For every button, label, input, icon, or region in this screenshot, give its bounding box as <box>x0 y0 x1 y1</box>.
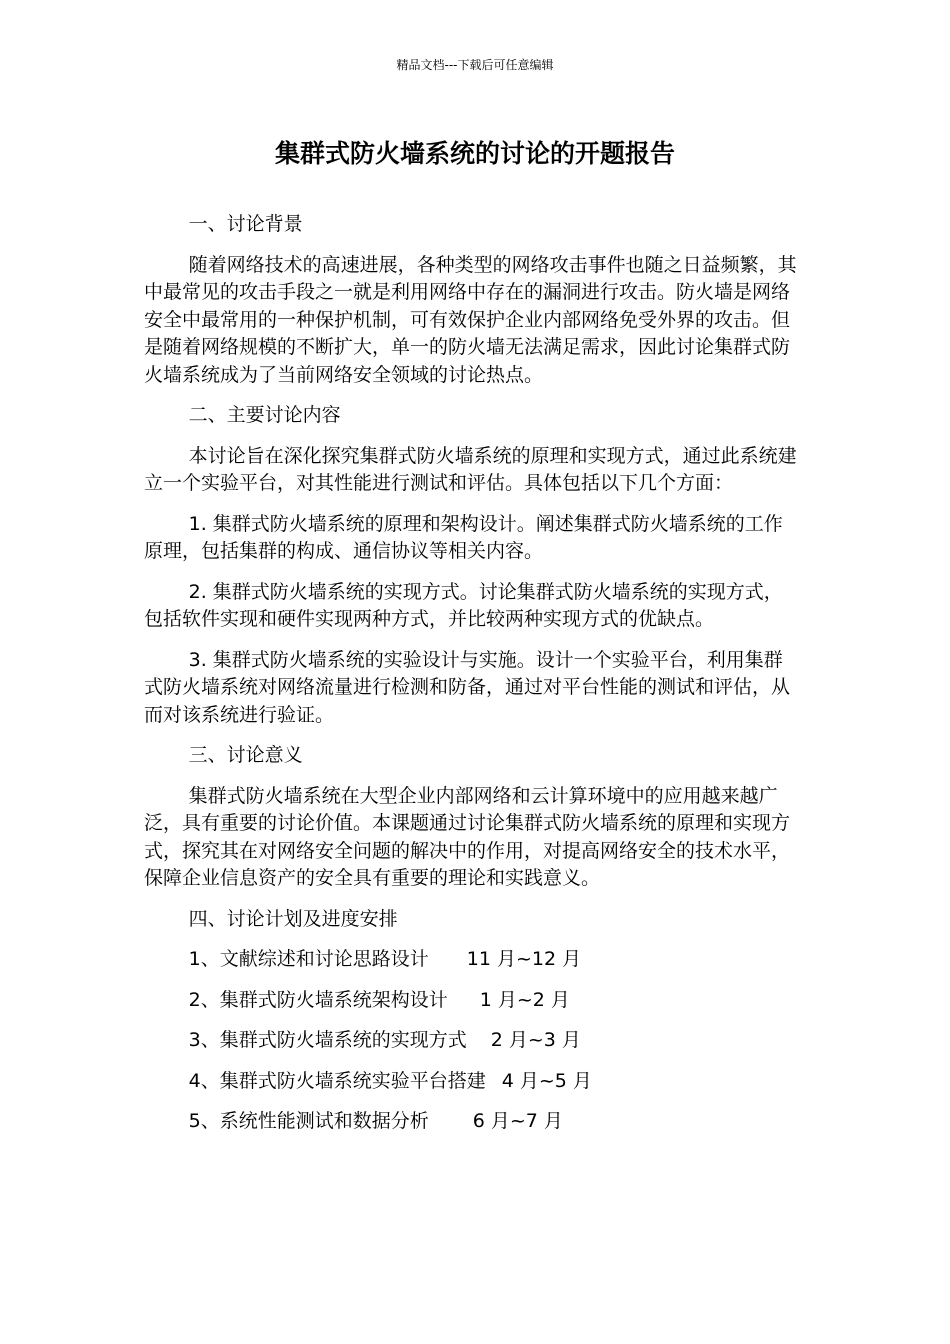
schedule-period: 1 月~2 月 <box>479 988 570 1011</box>
significance-paragraph: 集群式防火墙系统在大型企业内部网络和云计算环境中的应用越来越广泛，具有重要的讨论价值。本课题通过讨论集群式防火墙系统的原理和实现方式，探究其在对网络安全问题的解决中的作用，对提高网络安全的技术水平，保障企业信息资产的安全具有重要的理论和实践意义。 <box>144 784 791 889</box>
page-header: 精品文档---下载后可任意编辑 <box>396 58 554 72</box>
main-content-intro-paragraph: 本讨论旨在深化探究集群式防火墙系统的原理和实现方式，通过此系统建立一个实验平台，对其性能进行测试和评估。具体包括以下几个方面： <box>144 444 797 494</box>
section-heading-background: 一、讨论背景 <box>188 213 303 235</box>
schedule-period: 4 月~5 月 <box>501 1069 592 1092</box>
schedule-item <box>144 1108 800 1136</box>
schedule-item <box>144 987 800 1015</box>
document-title: 集群式防火墙系统的讨论的开题报告 <box>274 139 675 168</box>
schedule-item <box>144 1068 800 1096</box>
schedule-task: 5、系统性能测试和数据分析 <box>188 1110 429 1132</box>
main-content-item-3: 3. 集群式防火墙系统的实验设计与实施。设计一个实验平台，利用集群式防火墙系统对网络流量进行检测和防备，通过对平台性能的测试和评估，从而对该系统进行验证。 <box>144 648 791 726</box>
schedule-task: 1、文献综述和讨论思路设计 <box>188 948 429 970</box>
main-content-item-2: 2. 集群式防火墙系统的实现方式。讨论集群式防火墙系统的实现方式，包括软件实现和硬件实现两种方式，并比较两种实现方式的优缺点。 <box>144 580 783 630</box>
schedule-period: 2 月~3 月 <box>490 1029 581 1051</box>
schedule-item <box>144 946 800 974</box>
section-heading-schedule: 四、讨论计划及进度安排 <box>188 907 398 930</box>
schedule-period: 6 月~7 月 <box>472 1110 563 1132</box>
schedule-task: 4、集群式防火墙系统实验平台搭建 <box>188 1069 486 1092</box>
schedule-item <box>144 1027 800 1055</box>
schedule-task: 3、集群式防火墙系统的实现方式 <box>188 1029 467 1051</box>
document-body <box>144 211 800 1149</box>
schedule-task: 2、集群式防火墙系统架构设计 <box>188 988 448 1011</box>
background-paragraph: 随着网络技术的高速进展，各种类型的网络攻击事件也随之日益频繁，其中最常见的攻击手段之一就是利用网络中存在的漏洞进行攻击。防火墙是网络安全中最常用的一种保护机制，可有效保护企业内部网络免受外界的攻击。但是随着网络规模的不断扩大，单一的防火墙无法满足需求，因此讨论集群式防火墙系统成为了当前网络安全领域的讨论热点。 <box>144 253 797 386</box>
main-content-item-1: 1. 集群式防火墙系统的原理和架构设计。阐述集群式防火墙系统的工作原理，包括集群的构成、通信协议等相关内容。 <box>144 512 783 562</box>
schedule-period: 11 月~12 月 <box>466 948 582 970</box>
section-heading-significance: 三、讨论意义 <box>188 744 303 766</box>
section-heading-main-content: 二、主要讨论内容 <box>188 404 341 426</box>
